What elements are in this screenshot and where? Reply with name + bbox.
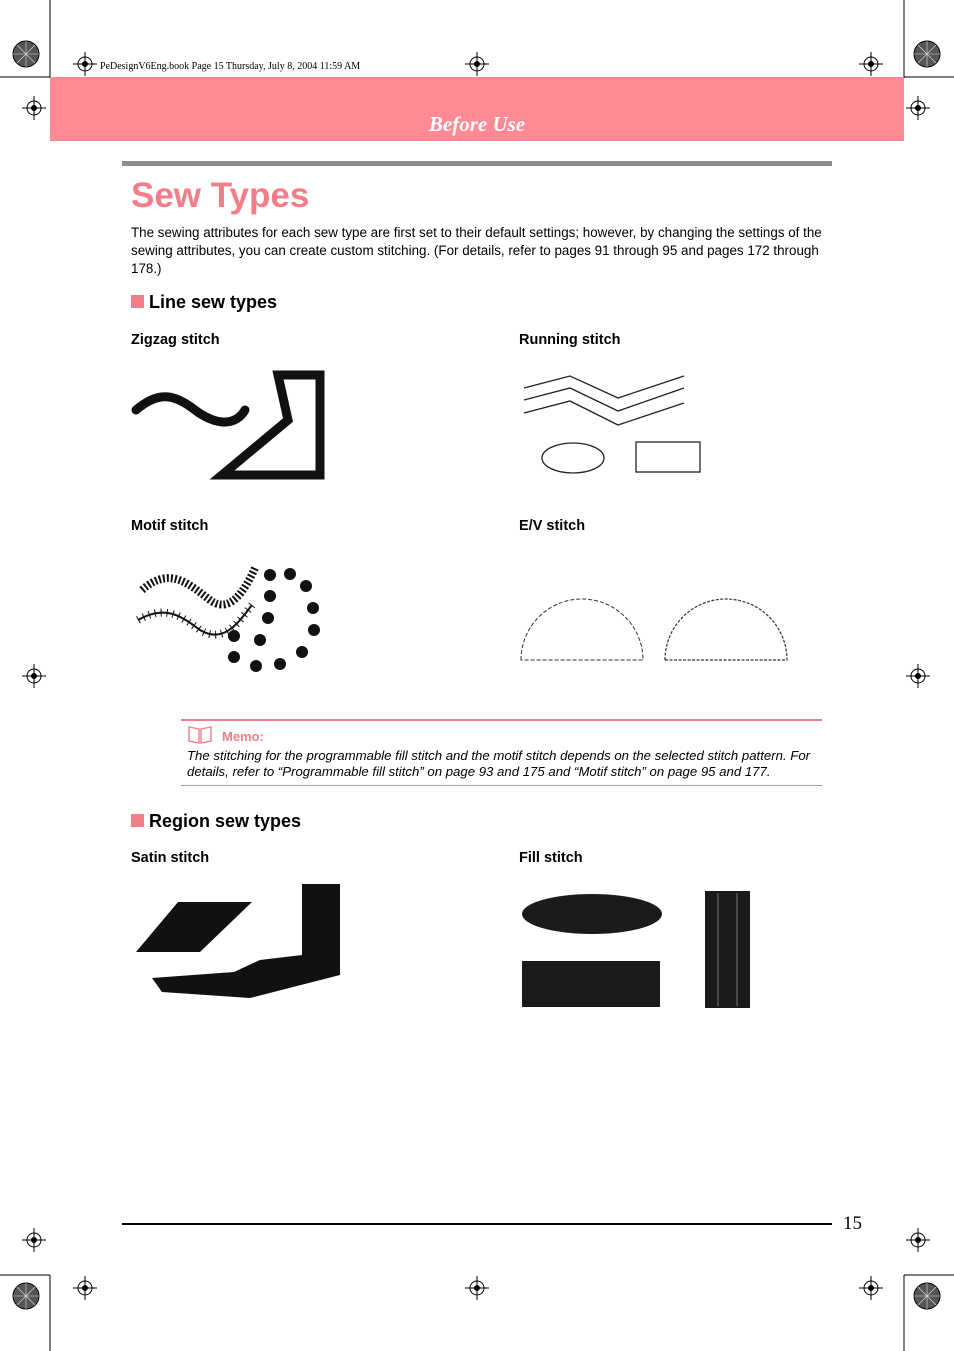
starburst-icon <box>913 40 941 68</box>
running-label: Running stitch <box>519 332 621 348</box>
memo-text: The stitching for the programmable fill stitch and the motif stitch depends on the selected stitch pattern. For details, refer to “Programmable fill stitch” on page 93 and 175 and “Motif stitch” on page 95 and 177. <box>187 748 811 779</box>
satin-label: Satin stitch <box>131 850 210 866</box>
footer-rule <box>122 1223 832 1225</box>
starburst-icon <box>12 1282 40 1310</box>
intro-paragraph: The sewing attributes for each sew type are first set to their default settings; however, by changing the settings of the sewing attributes, you can create custom stitching. (For details, refer to pages 91 through 95 and pages 172 through 178.) <box>131 225 822 276</box>
ev-label: E/V stitch <box>519 518 586 534</box>
running-stitch-image <box>518 370 708 480</box>
crosshair-icon <box>22 96 46 120</box>
satin-stitch-image <box>130 880 345 1020</box>
fill-stitch-image <box>518 888 758 1013</box>
bullet-square-icon <box>131 295 144 308</box>
book-icon <box>187 725 213 745</box>
crosshair-icon <box>906 664 930 688</box>
starburst-icon <box>12 40 40 68</box>
crosshair-icon <box>22 1228 46 1252</box>
line-sew-heading: Line sew types <box>131 292 277 313</box>
crosshair-icon <box>906 96 930 120</box>
bullet-square-icon <box>131 814 144 827</box>
page-title: Sew Types <box>131 176 310 215</box>
crosshair-icon <box>906 1228 930 1252</box>
fill-label: Fill stitch <box>519 850 583 866</box>
crosshair-icon <box>465 1276 489 1300</box>
memo-label: Memo: <box>222 729 264 744</box>
section-title: Before Use <box>428 112 526 136</box>
zigzag-label: Zigzag stitch <box>131 332 220 348</box>
ev-stitch-image <box>518 573 793 665</box>
crosshair-icon <box>22 664 46 688</box>
crosshair-icon <box>859 1276 883 1300</box>
crosshair-icon <box>465 52 489 76</box>
region-sew-heading: Region sew types <box>131 811 301 832</box>
page-number: 15 <box>843 1213 862 1234</box>
crosshair-icon <box>859 52 883 76</box>
crosshair-icon <box>73 52 97 76</box>
starburst-icon <box>913 1282 941 1310</box>
crosshair-icon <box>73 1276 97 1300</box>
zigzag-stitch-image <box>130 365 330 485</box>
motif-stitch-image <box>130 560 330 675</box>
print-slug: PeDesignV6Eng.book Page 15 Thursday, July 8, 2004 11:59 AM <box>100 61 361 72</box>
title-rule <box>122 161 832 166</box>
motif-label: Motif stitch <box>131 518 209 534</box>
